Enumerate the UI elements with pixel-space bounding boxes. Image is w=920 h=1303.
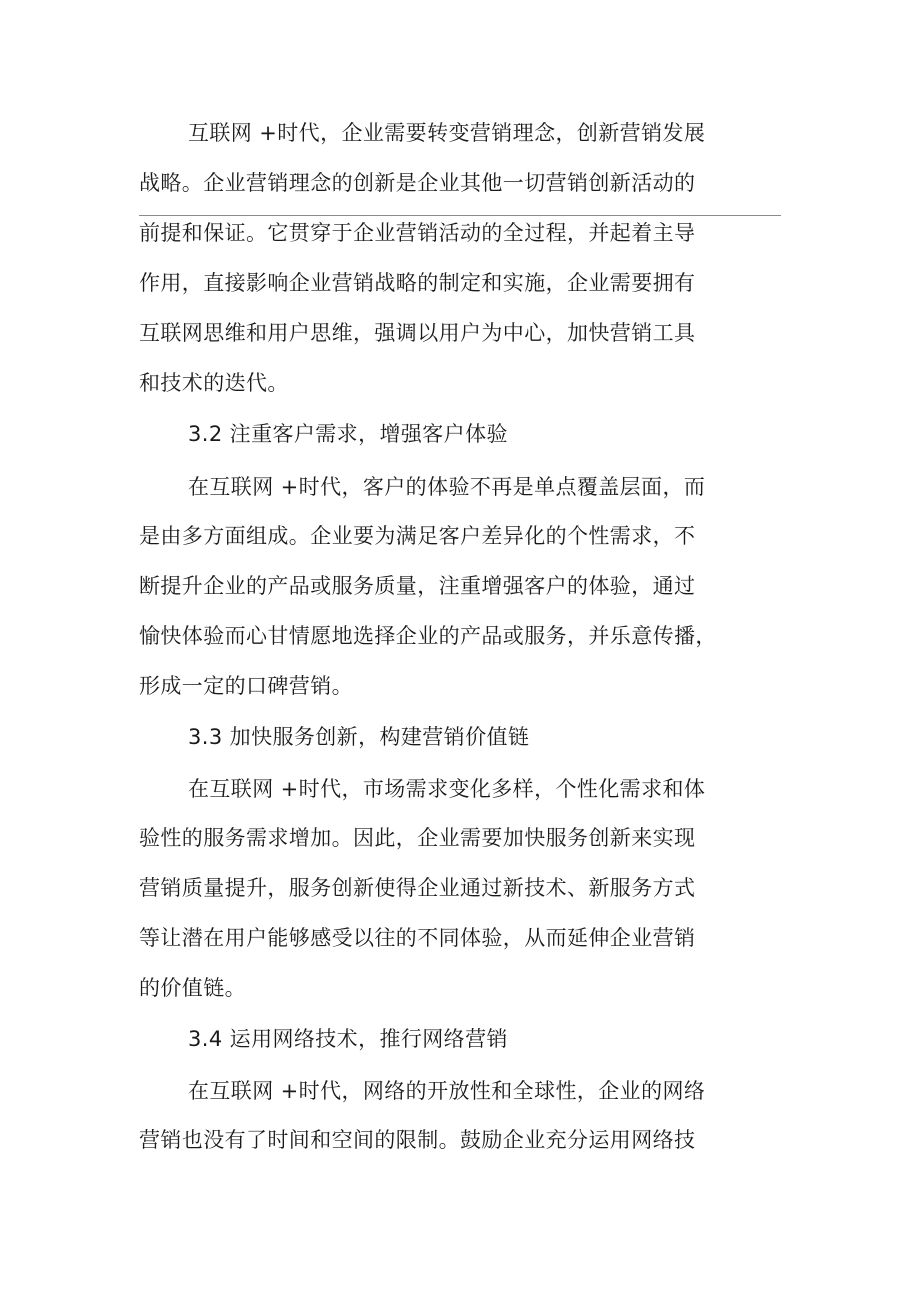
paragraph-line: 互联网思维和用户思维，强调以用户为中心，加快营销工具: [139, 321, 696, 345]
paragraph-line: 的价值链。: [139, 976, 246, 1000]
paragraph-line: 愉快体验而心甘情愿地选择企业的产品或服务，并乐意传播，: [139, 624, 717, 648]
paragraph-line: 是由多方面组成。企业要为满足客户差异化的个性需求，不: [139, 524, 696, 548]
paragraph-line: 前提和保证。它贯穿于企业营销活动的全过程，并起着主导: [139, 221, 696, 245]
paragraph-line: 断提升企业的产品或服务质量，注重增强客户的体验，通过: [139, 574, 696, 598]
paragraph-line: 营销也没有了时间和空间的限制。鼓励企业充分运用网络技: [139, 1128, 696, 1152]
paragraph-line: 在互联网 +时代，客户的体验不再是单点覆盖层面，而: [188, 475, 706, 499]
paragraph-line: 互联网 +时代，企业需要转变营销理念，创新营销发展: [188, 121, 706, 145]
section-heading: 3.2 注重客户需求，增强客户体验: [188, 422, 508, 446]
section-heading: 3.3 加快服务创新，构建营销价值链: [188, 725, 530, 749]
paragraph-line: 形成一定的口碑营销。: [139, 674, 353, 698]
paragraph-line: 在互联网 +时代，网络的开放性和全球性，企业的网络: [188, 1079, 706, 1103]
paragraph-line: 等让潜在用户能够感受以往的不同体验，从而延伸企业营销: [139, 926, 696, 950]
paragraph-line: 在互联网 +时代，市场需求变化多样，个性化需求和体: [188, 777, 706, 801]
paragraph-line: 作用，直接影响企业营销战略的制定和实施，企业需要拥有: [139, 271, 696, 295]
paragraph-line: 验性的服务需求增加。因此，企业需要加快服务创新来实现: [139, 826, 696, 850]
paragraph-line: 营销质量提升，服务创新使得企业通过新技术、新服务方式: [139, 876, 696, 900]
paragraph-line: 和技术的迭代。: [139, 371, 289, 395]
paragraph-line: 战略。企业营销理念的创新是企业其他一切营销创新活动的: [139, 171, 696, 195]
section-heading: 3.4 运用网络技术，推行网络营销: [188, 1027, 508, 1051]
horizontal-rule: [139, 215, 781, 216]
